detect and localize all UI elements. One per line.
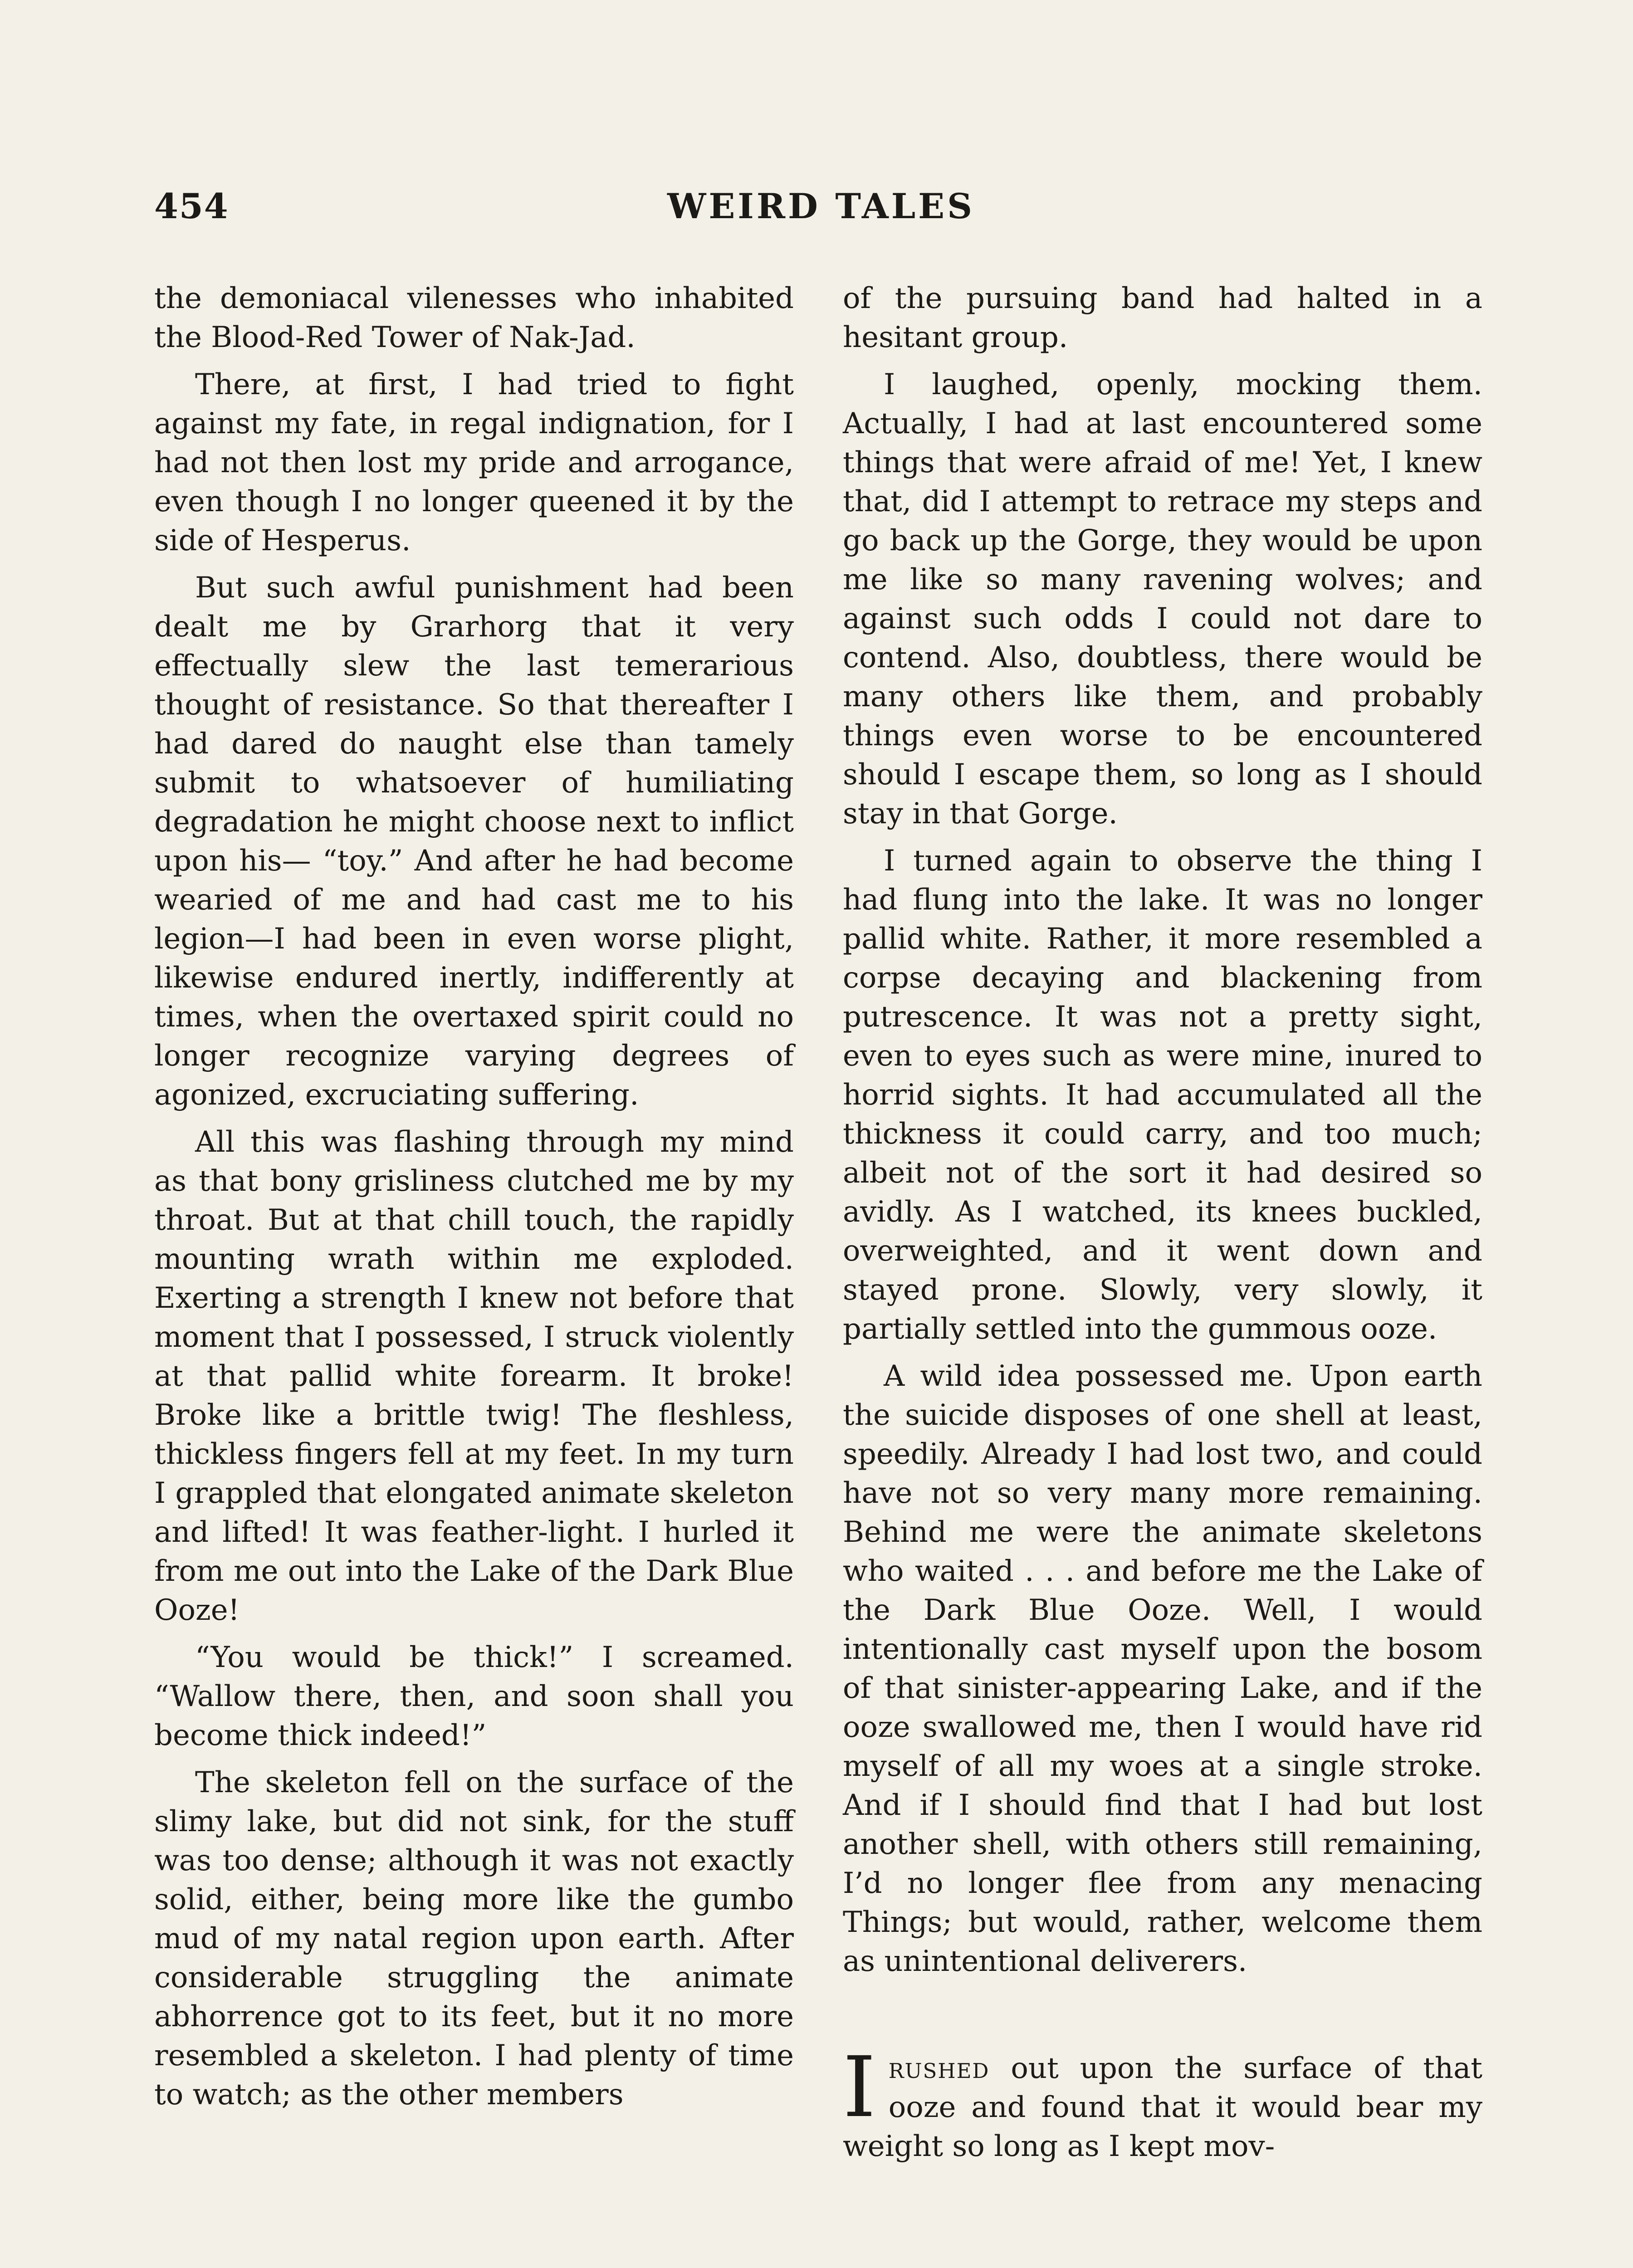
paragraph: “You would be thick!” I screamed. “Wallow there, then, and soon shall you become thick indeed!” xyxy=(154,1641,794,1752)
paragraph: The skeleton fell on the surface of the slimy lake, but did not sink, for the stuff was too dense; although it was not exactly solid, either, being more like the gumbo mud of my natal region upon earth. After considerable struggling the animate abhorrence got to its feet, but it no more resembled a skeleton. I had plenty of time to watch; as the other members xyxy=(154,1766,794,2112)
paragraph: A wild idea possessed me. Upon earth the suicide disposes of one shell at least, speedily. Already I had lost two, and could have not so very many more remaining. Behind me were the animate skeletons who waited . . . and before me the Lake of the Dark Blue Ooze. Well, I would intentionally cast myself upon the bosom of that sinister-appearing Lake, and if the ooze swallowed me, then I would have rid myself of all my woes at a single stroke. And if I should find that I had but lost another shell, with others still remaining, I’d no longer flee from any menacing Things; but would, rather, welcome them as unintentional deliverers. xyxy=(843,1359,1482,1978)
right-column xyxy=(843,279,1482,2174)
lead-small-caps: rushed xyxy=(888,2052,990,2085)
paragraph: I turned again to observe the thing I had flung into the lake. It was no longer pallid white. Rather, it more resembled a corpse decaying and blackening from putrescence. It was not a pretty sight, even to eyes such as were mine, inured to horrid sights. It had accumulated all the thickness it could carry, and too much; albeit not of the sort it had desired so avidly. As I watched, its knees buckled, overweighted, and it went down and stayed prone. Slowly, very slowly, it partially settled into the gummous ooze. xyxy=(843,844,1482,1346)
section-opening-paragraph xyxy=(843,2039,1482,2166)
paragraph: of the pursuing band had halted in a hesitant group. xyxy=(843,282,1482,354)
paragraph: I laughed, openly, mocking them. Actually, I had at last encountered some things that were afraid of me! Yet, I knew that, did I attempt to retrace my steps and go back up the Gorge, they would be upon me like so many ravening wolves; and against such odds I could not dare to contend. Also, doubtless, there would be many others like them, and probably things even worse to be encountered should I escape them, so long as I should stay in that Gorge. xyxy=(843,368,1482,831)
drop-cap: I xyxy=(843,2039,876,2136)
paragraph: There, at first, I had tried to fight against my fate, in regal indignation, for I had not then lost my pride and arrogance, even though I no longer queened it by the side of Hesperus. xyxy=(154,368,794,557)
page-header xyxy=(154,186,1488,236)
magazine-title: WEIRD TALES xyxy=(667,186,975,226)
page-number: 454 xyxy=(154,186,229,226)
paragraph: the demoniacal vilenesses who inhabited the Blood-Red Tower of Nak-Jad. xyxy=(154,282,794,354)
paragraph: All this was flashing through my mind as that bony grisliness clutched me by my throat. But at that chill touch, the rapidly mounting wrath within me exploded. Exerting a strength I knew not before that moment that I possessed, I struck violently at that pallid white forearm. It broke! Broke like a brittle twig! The fleshless, thickless fingers fell at my feet. In my turn I grappled that elongated animate skeleton and lifted! It was feather-light. I hurled it from me out into the Lake of the Dark Blue Ooze! xyxy=(154,1125,794,1627)
paragraph: But such awful punishment had been dealt me by Grarhorg that it very effectually slew the last temerarious thought of resistance. So that thereafter I had dared do naught else than tamely submit to whatsoever of humiliating degradation he might choose next to inflict upon his— “toy.” And after he had become wearied of me and had cast me to his legion—I had been in even worse plight, likewise endured inertly, indifferently at times, when the overtaxed spirit could no longer recognize varying degrees of agonized, excruciating suffering. xyxy=(154,571,794,1112)
section-opening-text: out upon the surface of that ooze and found that it would bear my weight so long as I kept mov- xyxy=(843,2052,1482,2163)
left-column xyxy=(154,279,794,2122)
